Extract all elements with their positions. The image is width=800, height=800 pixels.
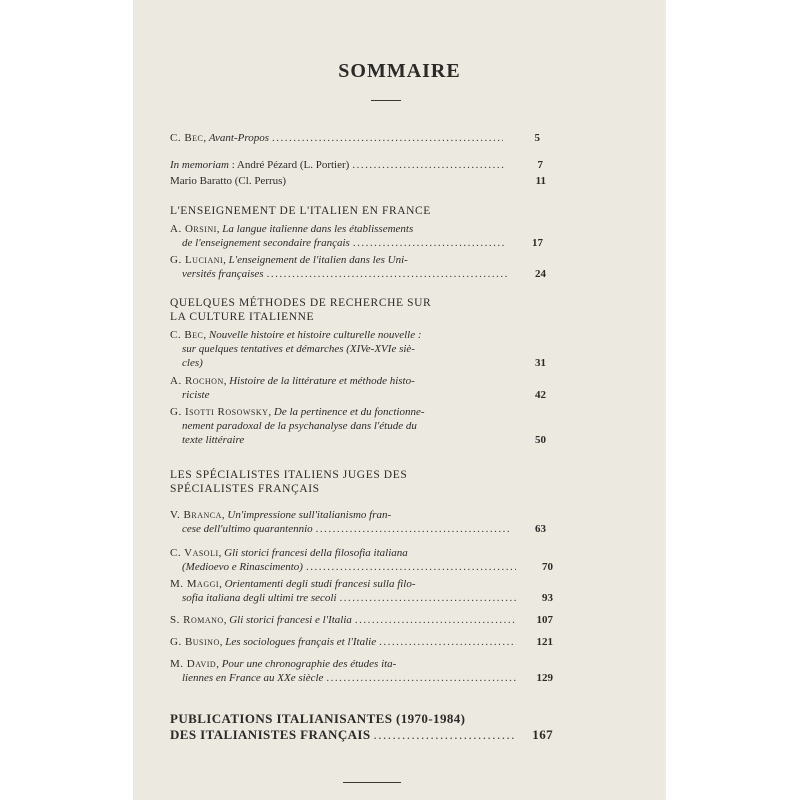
entry-title: La langue italienne dans les établissements (222, 223, 414, 235)
entry-author: A. Rochon (170, 375, 224, 387)
page-number: 121 (536, 636, 553, 648)
entry-title: : André Pézard (L. Portier) (228, 159, 350, 171)
entry-author: A. Orsini (170, 223, 217, 235)
page-number: 107 (536, 614, 553, 626)
leader-dots (340, 591, 517, 605)
entry-title: De la pertinence et du fonctionne- (273, 406, 425, 418)
page-number: 129 (536, 672, 553, 684)
bottom-rule (343, 782, 401, 783)
entry-title: Gli storici francesi della filosofia italiana (224, 547, 408, 559)
toc-entry-luciani[interactable]: G. Luciani, L'enseignement de l'italien dans les Uni- versités françaises ..... 24 (170, 253, 546, 281)
entry-author: C. Bec (170, 329, 204, 341)
section-heading-specialistes: LES SPÉCIALISTES ITALIENS JUGES DES SPÉCIALISTES FRANÇAIS (170, 469, 408, 495)
entry-title: Les sociologues français et l'Italie (225, 636, 377, 648)
page-number: 5 (534, 132, 540, 144)
title-rule (371, 100, 401, 101)
page-number: 70 (542, 561, 553, 573)
entry-title: Mario Baratto (Cl. Perrus) (170, 175, 287, 187)
page-number: 93 (542, 592, 553, 604)
entry-author: M. Maggi (170, 578, 220, 590)
toc-entry-avant-propos[interactable]: C. Bec, Avant-Propos ..... 5 (170, 131, 540, 145)
toc-entry-isotti-rosowsky[interactable]: G. Isotti Rosowsky, De la pertinence et du fonctionne- nement paradoxal de la psychanalyse dans l'étude du texte littéraire 50 (170, 406, 546, 446)
section-heading-methodes: QUELQUES MÉTHODES DE RECHERCHE SUR LA CULTURE ITALIENNE (170, 297, 432, 323)
toc-entry-romano[interactable]: S. Romano, Gli storici francesi e l'Italia ..... 107 (170, 613, 553, 627)
page-number: 7 (537, 159, 543, 171)
entry-lead: In memoriam (170, 159, 229, 171)
page-number: 31 (535, 357, 546, 369)
entry-author: G. Isotti Rosowsky (170, 406, 269, 418)
entry-author: G. Busino (170, 636, 220, 648)
entry-title: Un'impressione sull'italianismo fran- (227, 509, 392, 521)
leader-dots (316, 522, 509, 536)
page-number: 167 (532, 727, 553, 742)
leader-dots (355, 613, 516, 627)
page-number: 24 (535, 268, 546, 280)
toc-entry-branca[interactable]: V. Branca, Un'impressione sull'italianismo fran- cese dell'ultimo quarantennio ..... 63 (170, 508, 546, 536)
toc-entry-vasoli[interactable]: C. Vasoli, Gli storici francesi della filosofia italiana (Medioevo e Rinascimento) ..... 70 (170, 546, 553, 574)
page-title: SOMMAIRE (338, 60, 461, 82)
entry-author: G. Luciani (170, 254, 224, 266)
leader-dots (267, 267, 509, 281)
entry-author: V. Branca (170, 509, 222, 521)
entry-author: M. David (170, 658, 217, 670)
leader-dots (352, 158, 506, 172)
page-number: 11 (535, 175, 546, 187)
entry-title: Avant-Propos (208, 132, 269, 144)
entry-title: Nouvelle histoire et histoire culturelle nouvelle : (208, 329, 422, 341)
section-heading-enseignement: L'ENSEIGNEMENT DE L'ITALIEN EN FRANCE (170, 205, 431, 217)
section-heading-publications[interactable]: PUBLICATIONS ITALIANISANTES (1970-1984) DES ITALIANISTES FRANÇAIS ..... 167 (170, 711, 553, 743)
leader-dots (306, 560, 516, 574)
entry-author: C. Vasoli (170, 547, 219, 559)
entry-author: C. Bec (170, 132, 204, 144)
entry-title: Gli storici francesi e l'Italia (229, 614, 352, 626)
entry-title: Pour une chronographie des études ita- (221, 658, 397, 670)
leader-dots (326, 671, 516, 685)
entry-title: Histoire de la littérature et méthode histo- (229, 375, 415, 387)
leader-dots (379, 635, 516, 649)
entry-author: S. Romano (170, 614, 224, 626)
entry-title: L'enseignement de l'italien dans les Uni- (228, 254, 408, 266)
toc-entry-busino[interactable]: G. Busino, Les sociologues français et l'Italie ..... 121 (170, 635, 553, 649)
toc-entry-rochon[interactable]: A. Rochon, Histoire de la littérature et méthode histo- riciste 42 (170, 375, 546, 401)
leader-dots (373, 727, 516, 743)
page-number: 63 (535, 523, 546, 535)
leader-dots (272, 131, 503, 145)
toc-entry-maggi[interactable]: M. Maggi, Orientamenti degli studi francesi sulla filo- sofia italiana degli ultimi tre secoli ..... 93 (170, 577, 553, 605)
page-number: 50 (535, 434, 546, 446)
toc-entry-orsini[interactable]: A. Orsini, La langue italienne dans les établissements de l'enseignement secondaire français ..... 17 (170, 222, 543, 250)
leader-dots (353, 236, 506, 250)
toc-entry-bec-nouvelle-histoire[interactable]: C. Bec, Nouvelle histoire et histoire culturelle nouvelle : sur quelques tentatives et démarches (XIVe-XVIe siè- cles) 31 (170, 329, 546, 369)
toc-entry-david[interactable]: M. David, Pour une chronographie des études ita- liennes en France au XXe siècle ..... 129 (170, 657, 553, 685)
toc-entry-in-memoriam-baratto[interactable] (170, 174, 546, 188)
toc-entry-in-memoriam-pezard[interactable] (170, 158, 543, 172)
page-number: 42 (535, 389, 546, 401)
book-page (133, 0, 666, 800)
entry-title: Orientamenti degli studi francesi sulla filo- (224, 578, 416, 590)
page-number: 17 (532, 237, 543, 249)
